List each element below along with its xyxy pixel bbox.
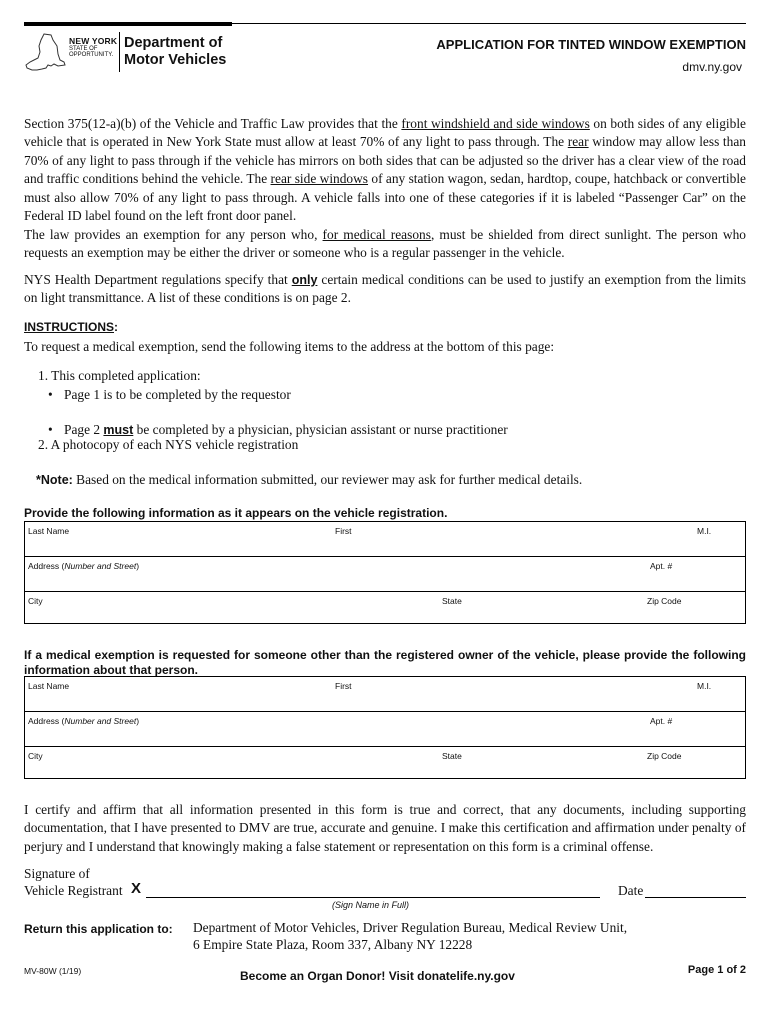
- s1-zip-label: Zip Code: [647, 596, 682, 606]
- website-url: dmv.ny.gov: [682, 60, 742, 74]
- signature-input[interactable]: [146, 880, 600, 898]
- logo-divider: [119, 32, 120, 72]
- s2-apt-label: Apt. #: [650, 716, 673, 726]
- intro-paragraph-3: NYS Health Department regulations specify that only certain medical conditions can be used to justify an exemption from the limits on light transmittance. A list of these conditions is on page 2.: [24, 272, 746, 306]
- s2-address-input[interactable]: [24, 712, 746, 746]
- s2-address-label: Address (Number and Street): [28, 716, 140, 726]
- instructions-lead: To request a medical exemption, send the following items to the address at the bottom of this page:: [24, 339, 555, 354]
- return-address-line2: 6 Empire State Plaza, Room 337, Albany NY 12228: [193, 937, 473, 952]
- s1-mi-label: M.I.: [697, 526, 712, 536]
- top-rule-left: [24, 22, 232, 26]
- nys-dmv-logo: [24, 30, 239, 80]
- instruction-note: *Note: Based on the medical information submitted, our reviewer may ask for further medical details.: [36, 472, 583, 487]
- signature-x-mark: X: [131, 880, 142, 897]
- intro-paragraph-2: The law provides an exemption for any person who, for medical reasons, must be shielded from direct sunlight. The person who requests an exemption may be either the driver or someone who is a regular passenger in the vehicle.: [24, 227, 746, 261]
- organ-donor-message: Become an Organ Donor! Visit donatelife.ny.gov: [240, 969, 515, 983]
- signature-caption: (Sign Name in Full): [332, 900, 410, 910]
- instruction-bullet-2: • Page 2 must be completed by a physician, physician assistant or nurse practitioner: [44, 422, 770, 438]
- return-label: Return this application to:: [24, 922, 173, 936]
- s1-first-label: First: [335, 526, 352, 536]
- s1-city-input[interactable]: [24, 592, 746, 624]
- s2-zip-label: Zip Code: [647, 751, 682, 761]
- date-label: Date: [618, 883, 644, 898]
- certification-text: I certify and affirm that all information presented in this form is true and correct, that any documents, including supporting documentation, that I have presented to DMV are true, accurate and genuine. I make this certification and affirmation under penalty of perjury and I understand that knowingly making a false statement or representation on this form is a criminal offense.: [24, 802, 746, 854]
- s2-last-name-input[interactable]: [24, 676, 746, 711]
- signature-label-line2: Vehicle Registrant: [24, 883, 123, 898]
- instruction-item-1: 1. This completed application:: [38, 368, 201, 383]
- form-title: APPLICATION FOR TINTED WINDOW EXEMPTION: [436, 37, 746, 52]
- instruction-item-2: 2. A photocopy of each NYS vehicle registration: [38, 437, 299, 452]
- instructions-heading: INSTRUCTIONS:: [24, 320, 118, 334]
- s1-address-input[interactable]: [24, 557, 746, 591]
- s2-city-label: City: [28, 751, 43, 761]
- s1-address-label: Address (Number and Street): [28, 561, 140, 571]
- logo-state-of: STATE OF: [69, 46, 98, 52]
- s2-first-label: First: [335, 681, 352, 691]
- top-rule-right: [232, 23, 746, 24]
- s2-last-name-label: Last Name: [28, 681, 70, 691]
- s2-city-input[interactable]: [24, 747, 746, 779]
- date-input[interactable]: [645, 880, 746, 898]
- section1-heading: Provide the following information as it appears on the vehicle registration.: [24, 506, 448, 520]
- return-address-line1: Department of Motor Vehicles, Driver Regulation Bureau, Medical Review Unit,: [193, 920, 628, 935]
- ny-state-outline-icon: [24, 32, 66, 76]
- instruction-bullet-1: • Page 1 is to be completed by the requestor: [44, 387, 770, 403]
- signature-label-line1: Signature of: [24, 866, 90, 881]
- s1-state-label: State: [442, 596, 462, 606]
- form-id: MV-80W (1/19): [24, 966, 82, 976]
- s2-mi-label: M.I.: [697, 681, 712, 691]
- s1-last-name-input[interactable]: [24, 521, 746, 556]
- section2-heading: If a medical exemption is requested for someone other than the registered owner of the vehicle, please provide the following information about that person.: [24, 648, 746, 677]
- logo-state-name: NEW YORK: [69, 36, 118, 46]
- logo-opportunity: OPPORTUNITY.: [69, 52, 114, 58]
- s2-state-label: State: [442, 751, 462, 761]
- s1-last-name-label: Last Name: [28, 526, 70, 536]
- logo-dept-line1: Department of: [124, 35, 223, 51]
- intro-paragraph-1: Section 375(12-a)(b) of the Vehicle and Traffic Law provides that the front windshield and side windows on both sides of any eligible vehicle that is operated in New York State must allow at least 70% of any light to pass through. The rear window may allow less than 70% of any light to pass through if the vehicle has mirrors on both sides that can be adjusted so the driver has a clear view of the road and traffic conditions behind the vehicle. The rear side windows of any station wagon, sedan, hardtop, coupe, hatchback or convertible must also allow 70% of any light to pass through. A vehicle falls into one of these categories if it is labeled “Passenger Car” on the Federal ID label found on the left front door panel.: [24, 116, 746, 224]
- s1-city-label: City: [28, 596, 43, 606]
- page-number: Page 1 of 2: [687, 964, 746, 976]
- s1-apt-label: Apt. #: [650, 561, 673, 571]
- logo-dept-line2: Motor Vehicles: [124, 52, 227, 68]
